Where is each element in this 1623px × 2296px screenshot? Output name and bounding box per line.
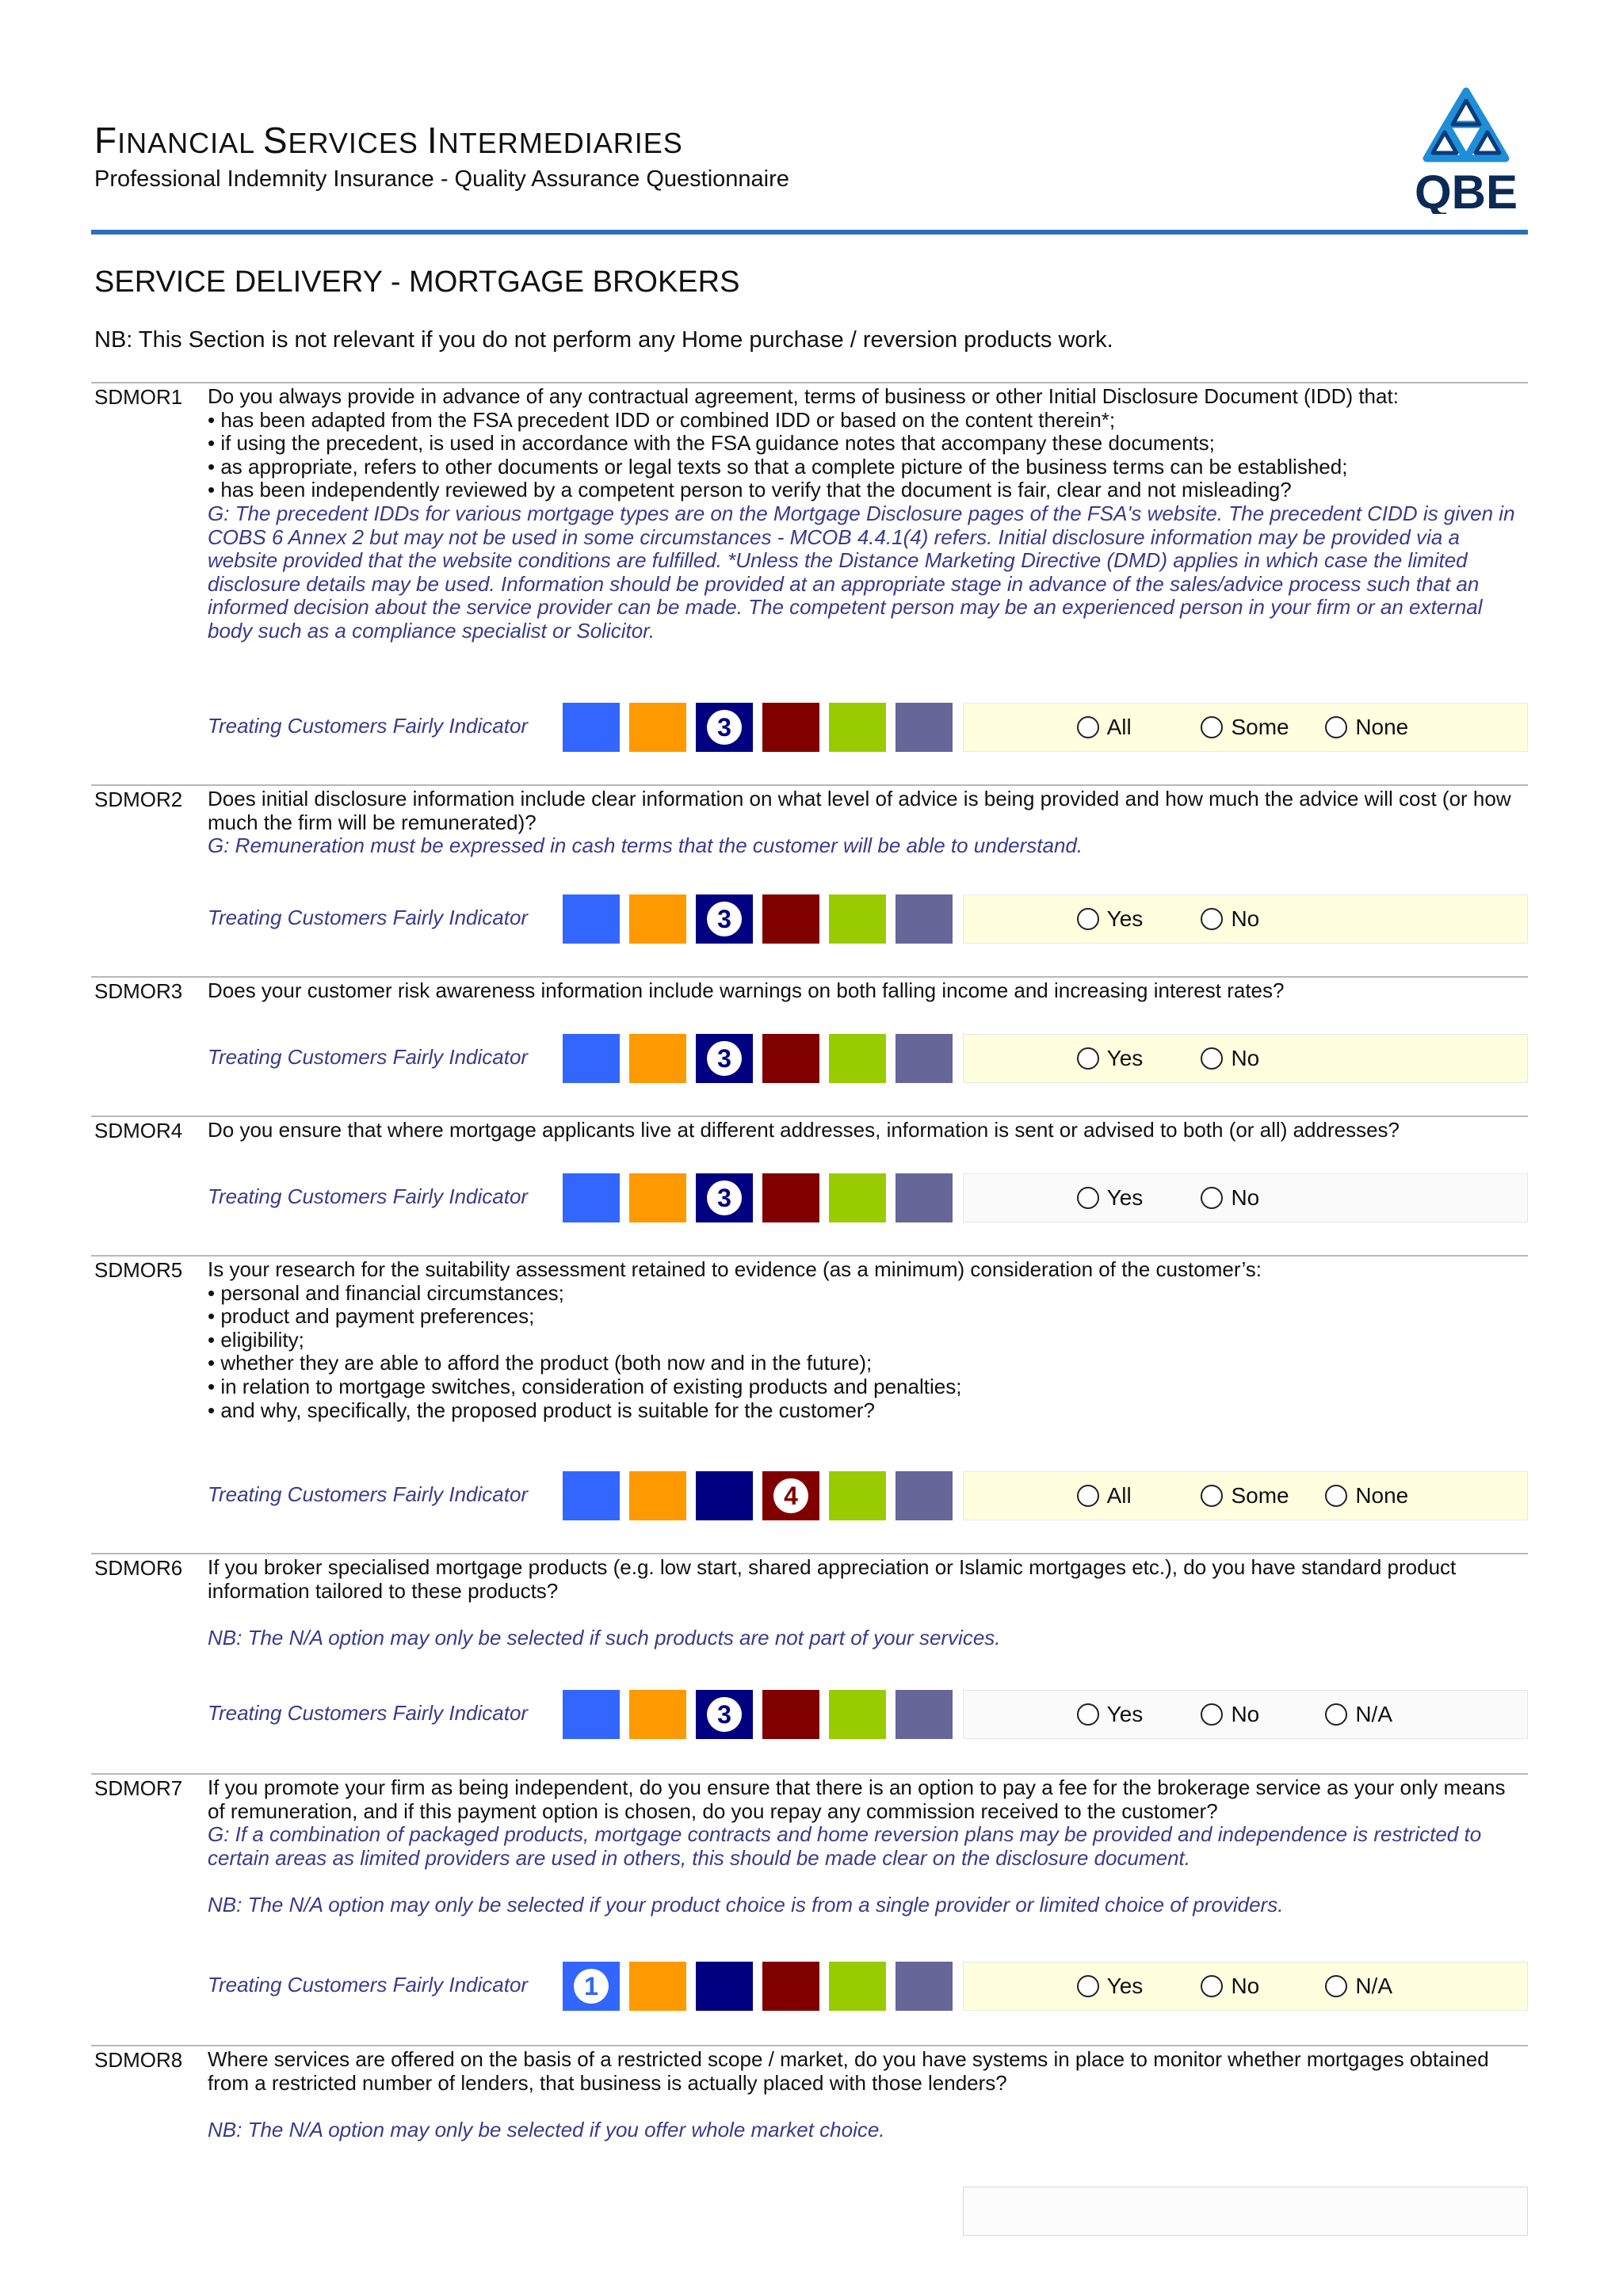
radio-button[interactable]: [1325, 1703, 1347, 1726]
tcf-swatch: [563, 1471, 620, 1520]
tcf-swatch: [762, 1962, 819, 2011]
question-code: SDMOR2: [94, 788, 183, 811]
question-code: SDMOR7: [94, 1776, 183, 1800]
tcf-swatch: [696, 1034, 753, 1083]
option-yes[interactable]: [1077, 1962, 1144, 2010]
tcf-swatch: [829, 894, 886, 944]
tcf-swatch: [696, 1962, 753, 2011]
tcf-swatch: [829, 1962, 886, 2011]
radio-button[interactable]: [1077, 1047, 1099, 1070]
answer-field: [963, 894, 1528, 944]
question-sdmor2: [91, 784, 1528, 858]
section-note: NB: This Section is not relevant if you do not perform any Home purchase / reversion products work.: [94, 327, 1113, 353]
question-code: SDMOR3: [94, 979, 183, 1003]
answer-field: [963, 1173, 1528, 1222]
question-code: SDMOR5: [94, 1258, 183, 1282]
option-na[interactable]: [1325, 1962, 1392, 2010]
question-code: SDMOR8: [94, 2048, 183, 2072]
question-line: Does your customer risk awareness information include warnings on both falling income and increasing interest rates?: [208, 978, 1285, 1002]
option-none[interactable]: [1325, 1472, 1408, 1520]
option-label: Yes: [1106, 1185, 1144, 1210]
option-label: Yes: [1106, 1046, 1144, 1070]
tcf-swatch: [762, 1690, 819, 1739]
question-sdmor6: [91, 1553, 1528, 1650]
tcf-swatch: [563, 1690, 620, 1739]
question-text: [208, 2048, 1527, 2142]
option-label: No: [1231, 1046, 1260, 1070]
tcf-swatch: [762, 1471, 819, 1520]
qbe-logo-icon: [1407, 83, 1526, 214]
question-sdmor3: [91, 976, 1528, 1003]
radio-button[interactable]: [1325, 1975, 1347, 1997]
radio-button[interactable]: [1201, 1485, 1223, 1507]
tcf-indicator-number: 3: [707, 710, 742, 745]
tcf-swatch: [629, 1690, 686, 1739]
option-label: None: [1355, 715, 1409, 739]
option-label: All: [1106, 1483, 1132, 1508]
question-bullet: • and why, specifically, the proposed product is suitable for the customer?: [208, 1398, 876, 1422]
question-bullet: • as appropriate, refers to other documents or legal texts so that a complete picture of the business terms can be established;: [208, 454, 1348, 479]
question-bullet: • if using the precedent, is used in accordance with the FSA guidance notes that accompany these documents;: [208, 431, 1215, 456]
radio-button[interactable]: [1201, 1975, 1223, 1997]
option-no[interactable]: [1201, 1035, 1259, 1082]
tcf-indicator-number: 3: [707, 1041, 742, 1076]
option-label: No: [1231, 1974, 1260, 1998]
question-bullet: • product and payment preferences;: [208, 1304, 535, 1329]
question-text: [208, 979, 1527, 1003]
option-na[interactable]: [1325, 1691, 1392, 1738]
question-code: SDMOR1: [94, 385, 183, 409]
tcf-swatch: [563, 1962, 620, 2011]
tcf-indicator-number: 3: [707, 1180, 742, 1215]
tcf-swatch: [563, 1173, 620, 1222]
question-line: Where services are offered on the basis of a restricted scope / market, do you have systems in place to monitor whether mortgages obtained from a restricted number of lenders, that business is actually placed with those lenders?: [208, 2047, 1489, 2095]
tcf-swatch: [762, 1173, 819, 1222]
option-all[interactable]: [1077, 1472, 1132, 1520]
tcf-indicator-number: 3: [707, 902, 742, 936]
question-text: [208, 1776, 1527, 1917]
question-sdmor5: [91, 1255, 1528, 1422]
question-line: If you promote your firm as being independent, do you ensure that there is an option to pay a fee for the brokerage service as your only means of remuneration, and if this payment option is chosen, do you repay any commission received to the customer?: [208, 1775, 1506, 1823]
option-some[interactable]: [1201, 1472, 1289, 1520]
option-no[interactable]: [1201, 1962, 1259, 2010]
tcf-label: Treating Customers Fairly Indicator: [208, 906, 529, 929]
question-bullet: • whether they are able to afford the product (both now and in the future);: [208, 1351, 873, 1375]
na-note: NB: The N/A option may only be selected if you offer whole market choice.: [208, 2118, 885, 2142]
option-yes[interactable]: [1077, 1691, 1144, 1738]
option-label: Some: [1231, 1483, 1289, 1508]
option-label: N/A: [1355, 1974, 1392, 1998]
tcf-swatch: [762, 703, 819, 752]
option-label: Yes: [1106, 906, 1144, 931]
guidance-note: G: If a combination of packaged products, mortgage contracts and home reversion plans may be provided and independence is restricted to certain areas as limited providers are used in others, this should be made clear on the disclosure document.: [208, 1822, 1482, 1870]
tcf-swatch: [629, 1471, 686, 1520]
tcf-swatch: [696, 1471, 753, 1520]
guidance-note: G: Remuneration must be expressed in cash terms that the customer will be able to understand.: [208, 833, 1083, 858]
radio-button[interactable]: [1201, 716, 1223, 738]
radio-button[interactable]: [1325, 716, 1347, 738]
sdmor8-answer-box[interactable]: [963, 2187, 1528, 2236]
option-label: All: [1106, 715, 1132, 739]
radio-button[interactable]: [1077, 908, 1099, 930]
question-line: If you broker specialised mortgage products (e.g. low start, shared appreciation or Islamic mortgages etc.), do you have standard product information tailored to these products?: [208, 1555, 1457, 1603]
tcf-swatch: [629, 1034, 686, 1083]
na-note: NB: The N/A option may only be selected if such products are not part of your services.: [208, 1626, 1001, 1650]
radio-button[interactable]: [1201, 908, 1223, 930]
document-title: [94, 119, 683, 162]
question-text: [208, 1258, 1527, 1422]
question-text: [208, 1119, 1527, 1142]
tcf-swatch: [896, 894, 953, 944]
answer-field: [963, 1471, 1528, 1520]
radio-button[interactable]: [1077, 1187, 1099, 1209]
option-yes[interactable]: [1077, 1174, 1144, 1222]
option-all[interactable]: [1077, 704, 1132, 751]
option-label: None: [1355, 1483, 1409, 1508]
title-part-1: INANCIAL: [117, 127, 263, 159]
radio-button[interactable]: [1201, 1703, 1223, 1726]
option-label: Yes: [1106, 1702, 1144, 1726]
section-title: SERVICE DELIVERY - MORTGAGE BROKERS: [94, 265, 740, 299]
tcf-swatch: [629, 1173, 686, 1222]
document-subtitle: Professional Indemnity Insurance - Quality Assurance Questionnaire: [94, 166, 789, 192]
option-label: Yes: [1106, 1974, 1144, 1998]
question-bullet: • has been independently reviewed by a competent person to verify that the document is fair, clear and not misleading?: [208, 478, 1292, 502]
title-cap-s: S: [262, 120, 288, 161]
tcf-swatch: [563, 703, 620, 752]
radio-button[interactable]: [1077, 716, 1099, 738]
radio-button[interactable]: [1077, 1975, 1099, 1997]
tcf-swatch: [829, 1471, 886, 1520]
question-sdmor4: [91, 1116, 1528, 1142]
answer-field: [963, 1690, 1528, 1739]
tcf-swatch: [896, 1034, 953, 1083]
tcf-swatch: [696, 1690, 753, 1739]
radio-button[interactable]: [1201, 1047, 1223, 1070]
question-sdmor7: [91, 1773, 1528, 1917]
tcf-swatch: [629, 894, 686, 944]
tcf-swatch: [829, 1173, 886, 1222]
radio-button[interactable]: [1077, 1485, 1099, 1507]
tcf-swatch: [829, 1034, 886, 1083]
option-yes[interactable]: [1077, 895, 1144, 943]
question-bullet: • in relation to mortgage switches, consideration of existing products and penalties;: [208, 1374, 962, 1398]
tcf-swatch: [696, 894, 753, 944]
answer-field: [963, 1034, 1528, 1083]
option-none[interactable]: [1325, 704, 1408, 751]
tcf-swatch: [629, 703, 686, 752]
answer-field: [963, 703, 1528, 752]
header-divider: [91, 230, 1528, 235]
radio-button[interactable]: [1077, 1703, 1099, 1726]
logo-wordmark: QBE: [1414, 166, 1518, 214]
option-label: No: [1231, 1702, 1260, 1726]
question-line: Do you ensure that where mortgage applicants live at different addresses, information is sent or advised to both (or all) addresses?: [208, 1118, 1400, 1142]
question-text: [208, 1556, 1527, 1650]
tcf-swatch: [762, 1034, 819, 1083]
tcf-label: Treating Customers Fairly Indicator: [208, 1701, 529, 1725]
question-sdmor1: [91, 382, 1528, 643]
question-line: Is your research for the suitability assessment retained to evidence (as a minimum) consideration of the customer’s:: [208, 1257, 1262, 1281]
title-part-3: NTERMEDIARIES: [437, 127, 683, 159]
question-line: Does initial disclosure information include clear information on what level of advice is being provided and how much the advice will cost (or how much the firm will be remunerated)?: [208, 787, 1511, 834]
question-sdmor8: [91, 2045, 1528, 2142]
option-some[interactable]: [1201, 704, 1289, 751]
option-label: N/A: [1355, 1702, 1392, 1726]
guidance-note: G: The precedent IDDs for various mortgage types are on the Mortgage Disclosure pages of the FSA's website. The precedent CIDD is given in COBS 6 Annex 2 but may not be used in some circumstances - MCOB 4.4.1(4) refers. Initial disclosure information may be provided via a website provided that the website conditions are fulfilled. *Unless the Distance Marketing Directive (DMD) applies in which case the limited disclosure details may be used. Information should be provided at an appropriate stage in advance of the sales/advice process such that an informed decision about the service provider can be made. The competent person may be an experienced person in your firm or an external body such as a compliance specialist or Solicitor.: [208, 501, 1515, 643]
question-bullet: • personal and financial circumstances;: [208, 1280, 564, 1305]
question-code: SDMOR4: [94, 1119, 183, 1142]
title-part-2: ERVICES: [288, 127, 427, 159]
option-no[interactable]: [1201, 1174, 1259, 1222]
tcf-swatch: [829, 703, 886, 752]
option-no[interactable]: [1201, 895, 1259, 943]
option-label: No: [1231, 1185, 1260, 1210]
option-label: No: [1231, 906, 1260, 931]
tcf-label: Treating Customers Fairly Indicator: [208, 1184, 529, 1208]
tcf-label: Treating Customers Fairly Indicator: [208, 1482, 529, 1506]
tcf-label: Treating Customers Fairly Indicator: [208, 1973, 529, 1997]
tcf-swatch: [896, 1173, 953, 1222]
tcf-swatch: [563, 894, 620, 944]
radio-button[interactable]: [1325, 1485, 1347, 1507]
tcf-label: Treating Customers Fairly Indicator: [208, 1045, 529, 1069]
tcf-swatch: [696, 703, 753, 752]
tcf-swatch: [896, 1471, 953, 1520]
option-label: Some: [1231, 715, 1289, 739]
question-code: SDMOR6: [94, 1556, 183, 1580]
tcf-swatch: [696, 1173, 753, 1222]
question-text: [208, 788, 1527, 858]
tcf-swatch: [629, 1962, 686, 2011]
tcf-swatch: [829, 1690, 886, 1739]
tcf-swatch: [563, 1034, 620, 1083]
tcf-label: Treating Customers Fairly Indicator: [208, 714, 529, 738]
tcf-indicator-number: 3: [707, 1697, 742, 1732]
title-cap-i: I: [426, 120, 438, 161]
question-bullet: • has been adapted from the FSA precedent IDD or combined IDD or based on the content therein*;: [208, 407, 1116, 432]
qbe-logo: [1407, 83, 1526, 214]
tcf-swatch: [896, 1690, 953, 1739]
na-note: NB: The N/A option may only be selected if your product choice is from a single provider or limited choice of providers.: [208, 1893, 1284, 1917]
option-no[interactable]: [1201, 1691, 1259, 1738]
radio-button[interactable]: [1201, 1187, 1223, 1209]
answer-field: [963, 1962, 1528, 2011]
tcf-indicator-number: 4: [773, 1478, 808, 1513]
tcf-swatch: [896, 1962, 953, 2011]
question-bullet: • eligibility;: [208, 1327, 304, 1352]
tcf-swatch: [896, 703, 953, 752]
question-line: Do you always provide in advance of any contractual agreement, terms of business or other Initial Disclosure Document (IDD) that:: [208, 384, 1399, 408]
option-yes[interactable]: [1077, 1035, 1144, 1082]
title-cap-f: F: [94, 120, 118, 161]
tcf-swatch: [762, 894, 819, 944]
question-text: [208, 385, 1527, 643]
tcf-indicator-number: 1: [574, 1969, 609, 2004]
